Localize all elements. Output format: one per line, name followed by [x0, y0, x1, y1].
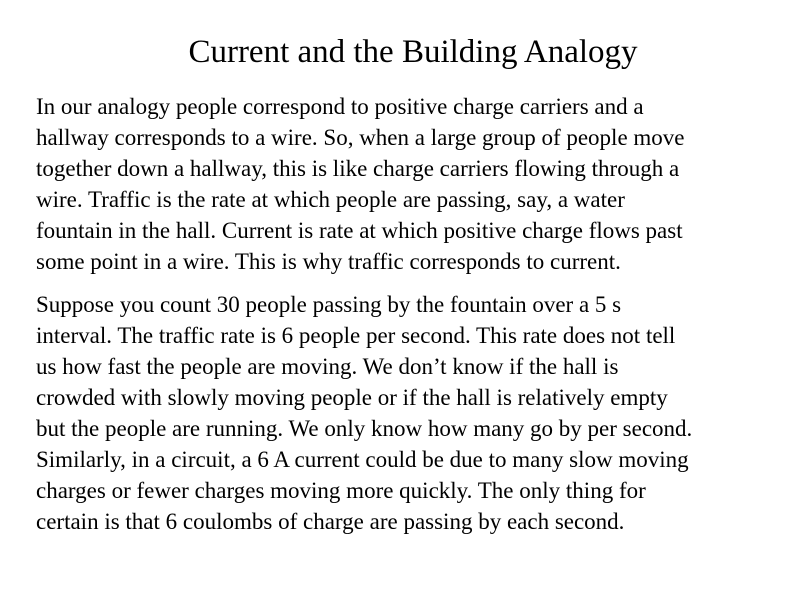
slide-body: [36, 91, 786, 537]
slide-title: Current and the Building Analogy: [188, 34, 638, 70]
text-line: interval. The traffic rate is 6 people per second. This rate does not tell: [36, 323, 676, 348]
text-line: crowded with slowly moving people or if the hall is relatively empty: [36, 385, 668, 410]
text-line: fountain in the hall. Current is rate at which positive charge flows past: [36, 218, 683, 243]
text-line: us how fast the people are moving. We don’t know if the hall is: [36, 354, 619, 379]
text-line: certain is that 6 coulombs of charge are passing by each second.: [36, 509, 625, 534]
paragraph-spacer: [36, 277, 786, 289]
text-line: Suppose you count 30 people passing by the fountain over a 5 s: [36, 292, 622, 317]
paragraph-analogy: [36, 91, 786, 277]
text-line: but the people are running. We only know how many go by per second.: [36, 416, 693, 441]
text-line: some point in a wire. This is why traffic corresponds to current.: [36, 249, 621, 274]
text-line: charges or fewer charges moving more quickly. The only thing for: [36, 478, 646, 503]
text-line: wire. Traffic is the rate at which people are passing, say, a water: [36, 187, 625, 212]
text-line: In our analogy people correspond to positive charge carriers and a: [36, 94, 644, 119]
text-line: Similarly, in a circuit, a 6 A current could be due to many slow moving: [36, 447, 689, 472]
text-line: hallway corresponds to a wire. So, when a large group of people move: [36, 125, 685, 150]
text-line: together down a hallway, this is like charge carriers flowing through a: [36, 156, 680, 181]
paragraph-traffic-example: [36, 289, 786, 537]
